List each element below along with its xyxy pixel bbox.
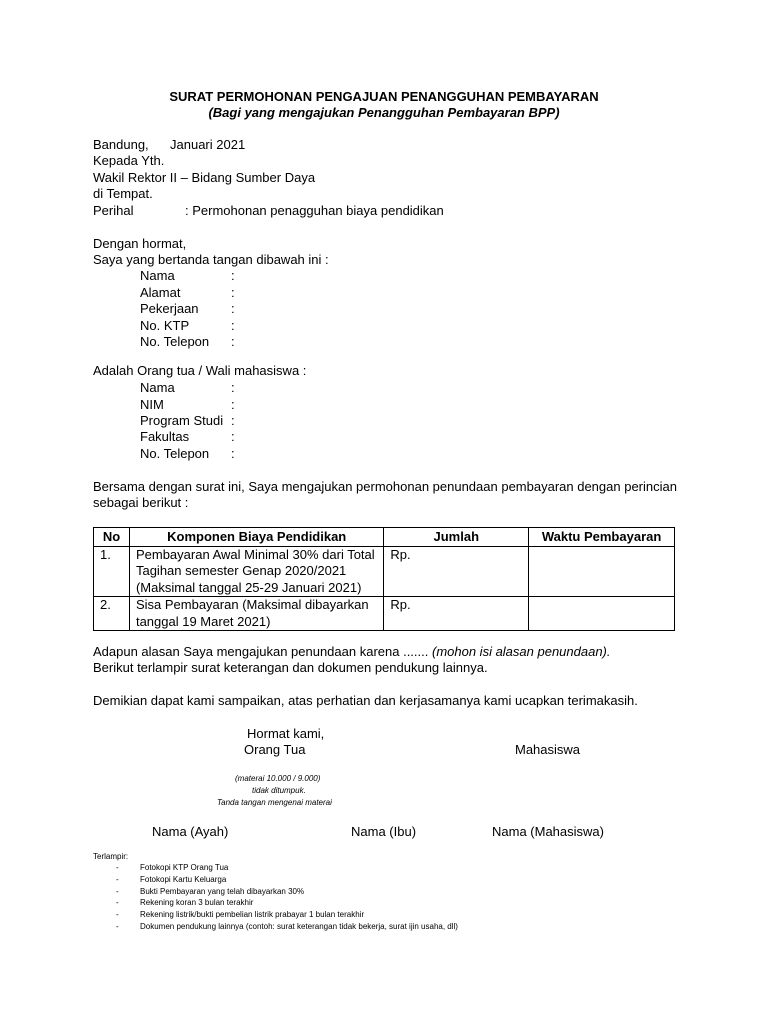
attachments-heading: Terlampir: [93,852,129,861]
header-component: Komponen Biaya Pendidikan [129,528,383,547]
field-label: Alamat [140,285,181,300]
field-label: NIM [140,397,164,412]
student-intro: Adalah Orang tua / Wali mahasiswa : [93,363,307,378]
field-colon: : [231,446,235,461]
field-colon: : [231,301,235,316]
letter-place: di Tempat. [93,186,153,201]
field-label: Pekerjaan [140,301,199,316]
field-label: Program Studi [140,413,224,428]
field-colon: : [231,413,235,428]
cost-table [93,527,675,631]
subject-text: : Permohonan penagguhan biaya pendidikan [185,203,444,218]
parent-label: Orang Tua [244,742,306,757]
field-label: No. Telepon [140,334,210,349]
field-colon: : [231,334,235,349]
name-mother: Nama (Ibu) [351,824,417,839]
row-component [129,546,383,597]
field-label: Fakultas [140,429,190,444]
component-line: (Maksimal tanggal 25-29 Januari 2021) [135,579,362,595]
row-amount: Rp. [384,597,529,631]
student-label: Mahasiswa [515,742,581,757]
field-colon: : [231,380,235,395]
component-line: Sisa Pembayaran (Maksimal dibayarkan [135,597,369,612]
table-header-row [94,528,675,547]
header-amount: Jumlah [384,528,529,547]
name-father: Nama (Ayah) [152,824,229,839]
header-no: No [94,528,130,547]
attachment-note: Berikut terlampir surat keterangan dan dokumen pendukung lainnya. [93,660,488,675]
reason-hint: (mohon isi alasan penundaan). [431,644,611,659]
list-item: Dokumen pendukung lainnya (contoh: surat keterangan tidak bekerja, surat ijin usaha, dll) [140,922,458,931]
table-row [94,546,675,597]
list-item: Bukti Pembayaran yang telah dibayarkan 30% [140,887,305,896]
stamp-note: (materai 10.000 / 9.000) [235,774,321,783]
row-no: 2. [94,597,130,631]
stamp-note: Tanda tangan mengenai materai [217,798,332,807]
reason-line [93,644,611,661]
letter-recipient: Wakil Rektor II – Bidang Sumber Daya [93,170,316,185]
subject-label: Perihal [93,203,134,218]
closing-text: Demikian dapat kami sampaikan, atas perhatian dan kerjasamanya kami ucapkan terimakasih. [93,693,638,708]
stamp-note: tidak ditumpuk. [252,786,306,795]
row-time [529,546,675,597]
list-item: Rekening listrik/bukti pembelian listrik prabayar 1 bulan terakhir [140,910,365,919]
letter-city: Bandung, [93,137,149,152]
bullet-dash: - [116,910,119,919]
list-item: Fotokopi KTP Orang Tua [140,863,229,872]
name-student: Nama (Mahasiswa) [492,824,604,839]
request-text: Bersama dengan surat ini, Saya mengajukan permohonan penundaan pembayaran dengan perincian [93,479,677,494]
field-colon: : [231,429,235,444]
row-time [529,597,675,631]
field-colon: : [231,318,235,333]
request-text-cont: sebagai berikut : [93,495,189,510]
letter-to: Kepada Yth. [93,153,165,168]
greeting: Dengan hormat, [93,236,187,251]
bullet-dash: - [116,887,119,896]
list-item: Rekening koran 3 bulan terakhir [140,898,254,907]
bullet-dash: - [116,863,119,872]
row-component [129,597,383,631]
component-line: Tagihan semester Genap 2020/2021 [135,563,347,578]
row-no: 1. [94,546,130,597]
letter-date: Januari 2021 [170,137,246,152]
reason-text: Adapun alasan Saya mengajukan penundaan karena ....... [93,644,429,659]
row-amount: Rp. [384,546,529,597]
header-time: Waktu Pembayaran [529,528,675,547]
list-item: Fotokopi Kartu Keluarga [140,875,227,884]
component-line: Pembayaran Awal Minimal 30% dari Total [135,546,375,562]
component-line: tanggal 19 Maret 2021) [135,613,271,629]
bullet-dash: - [116,875,119,884]
field-colon: : [231,285,235,300]
bullet-dash: - [116,922,119,931]
field-label: No. KTP [140,318,190,333]
field-colon: : [231,397,235,412]
field-label: No. Telepon [140,446,210,461]
table-row [94,597,675,631]
intro-text: Saya yang bertanda tangan dibawah ini : [93,252,329,267]
bullet-dash: - [116,898,119,907]
regards-text: Hormat kami, [247,726,325,741]
letter-subtitle: (Bagi yang mengajukan Penangguhan Pembayaran BPP) [208,105,560,120]
field-label: Nama [140,268,175,283]
field-colon: : [231,268,235,283]
field-label: Nama [140,380,175,395]
letter-title: SURAT PERMOHONAN PENGAJUAN PENANGGUHAN PEMBAYARAN [169,89,599,104]
